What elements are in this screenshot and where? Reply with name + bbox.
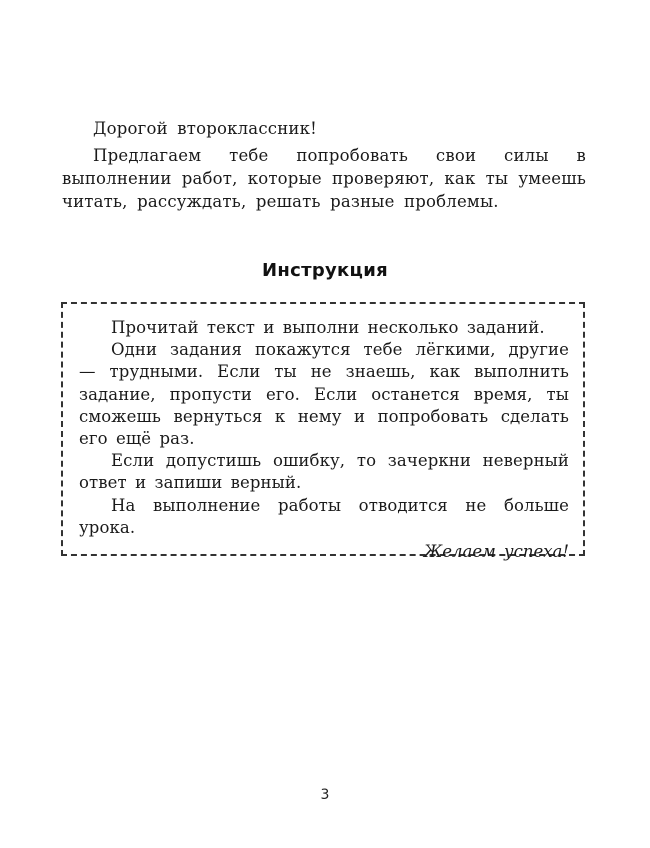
instruction-paragraph-2: Одни задания покажутся тебе лёгкими, другие — трудными. Если ты не знаешь, как выполнить задание, пропусти его. Если останется время, ты сможешь вернуться к нему и попробовать сделать его ещё раз. [79, 340, 569, 449]
signoff: Желаем успеха! [423, 542, 569, 562]
intro-section [62, 117, 586, 217]
page-number: 3 [320, 787, 330, 803]
instruction-paragraph-4: На выполнение работы отводится не больше урока. [79, 495, 569, 537]
instruction-title: Инструкция [262, 260, 388, 281]
instruction-box [61, 302, 585, 562]
greeting: Дорогой второклассник! [93, 119, 317, 138]
instruction-paragraph-1: Прочитай текст и выполни несколько заданий. [111, 318, 545, 337]
instruction-paragraph-3: Если допустишь ошибку, то зачеркни неверный ответ и запиши верный. [79, 451, 569, 493]
intro-paragraph: Предлагаем тебе попробовать свои силы в выполнении работ, которые проверяют, как ты умеешь читать, рассуждать, решать разные проблемы. [62, 146, 586, 211]
